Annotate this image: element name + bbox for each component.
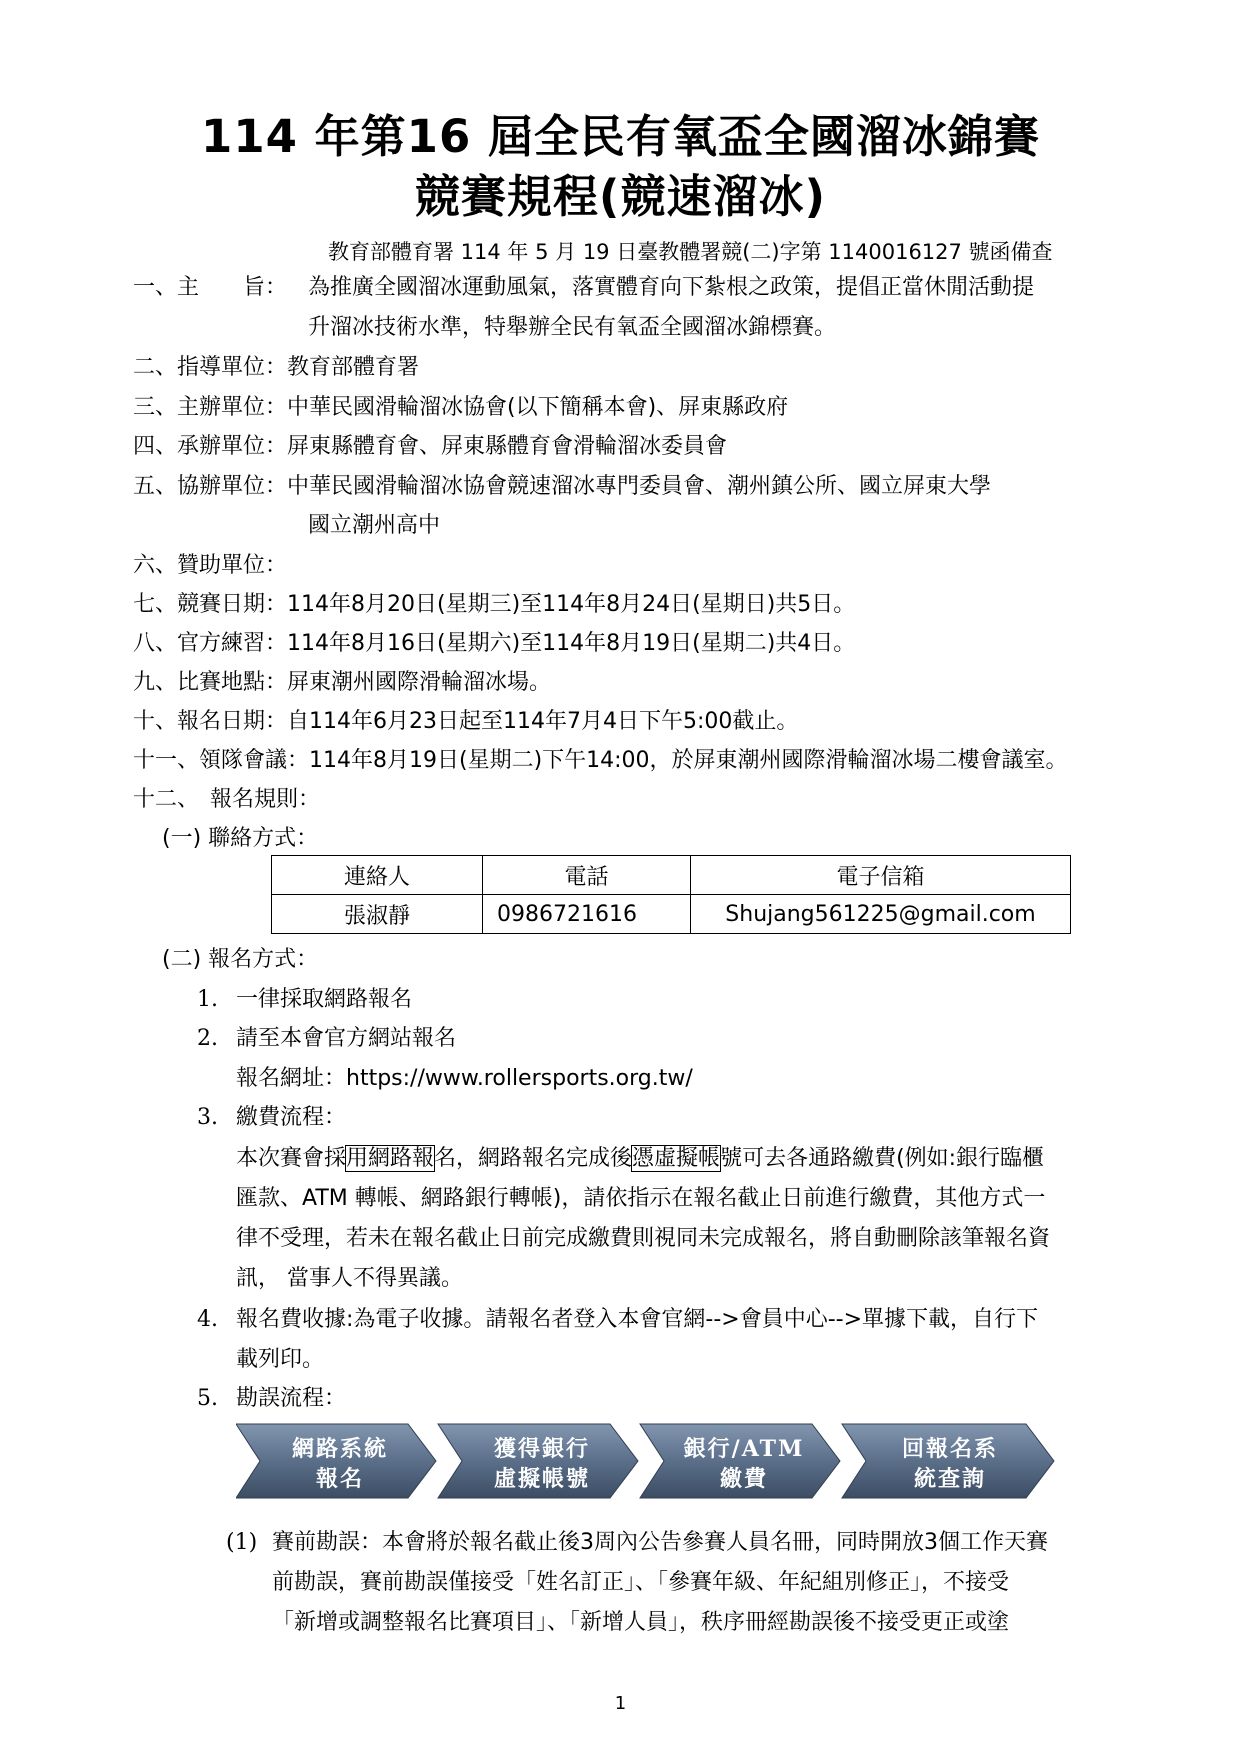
flow-step-3-line1: 銀行/ATM: [683, 1436, 805, 1462]
item-3-number: 3.: [197, 1105, 218, 1130]
contact-header-phone: 電話: [483, 856, 691, 895]
flow-step-4-line1: 回報名系: [901, 1436, 999, 1462]
contact-table-row: [272, 895, 1071, 934]
section-3: 三、主辦單位：中華民國滑輪溜冰協會(以下簡稱本會)、屏東縣政府: [133, 395, 789, 420]
payment-paragraph-line3: 律不受理，若未在報名截止日前完成繳費則視同未完成報名，將自動刪除該筆報名資: [236, 1226, 1051, 1251]
payment-paragraph-line4: 訊， 當事人不得異議。: [236, 1266, 463, 1291]
contact-email-cell: Shujang561225@gmail.com: [691, 895, 1071, 934]
section-2: 二、指導單位：教育部體育署: [133, 355, 420, 380]
section-10: 十、報名日期：自114年6月23日起至114年7月4日下午5:00截止。: [133, 709, 799, 734]
correction-number: (1): [226, 1530, 258, 1555]
document-title-line1: 114 年第16 屆全民有氧盃全國溜冰錦賽: [201, 110, 1040, 163]
contact-table-header-row: [272, 856, 1071, 895]
flow-step-1-line2: 報名: [315, 1466, 365, 1492]
payment-text-a: 本次賽會採: [236, 1146, 347, 1171]
section-1-label: 一、主 旨：: [133, 275, 288, 300]
item-5-text: 勘誤流程：: [236, 1386, 347, 1411]
section-1-text-line1: 為推廣全國溜冰運動風氣，落實體育向下紮根之政策，提倡正當休閒活動提: [308, 275, 1035, 300]
section-11: 十一、領隊會議：114年8月19日(星期二)下午14:00，於屏東潮州國際滑輪溜冰場二樓會議室。: [133, 748, 1068, 773]
section-5-line1: 五、協辦單位：中華民國滑輪溜冰協會競速溜冰專門委員會、潮州鎮公所、國立屏東大學: [133, 474, 992, 499]
correction-flow-diagram: [236, 1420, 1056, 1502]
item-2-number: 2.: [197, 1026, 218, 1051]
page-number: 1: [614, 1693, 627, 1714]
document-title-line2: 競賽規程(競速溜冰): [414, 170, 827, 223]
flow-step-3: [640, 1424, 840, 1498]
payment-boxed-text-2: 憑虛擬帳: [632, 1146, 721, 1171]
section-6: 六、贊助單位：: [133, 553, 288, 578]
item-4-line2: 載列印。: [236, 1347, 325, 1372]
correction-line3: 「新增或調整報名比賽項目」、「新增人員」，秩序冊經勘誤後不接受更正或塗: [272, 1610, 1010, 1635]
item-4-number: 4.: [197, 1307, 218, 1332]
contact-phone-cell: 0986721616: [483, 895, 691, 934]
payment-text-e: 號可去各通路繳費(例如:銀行臨櫃: [720, 1146, 1045, 1171]
item-4-line1: 報名費收據:為電子收據。請報名者登入本會官網-->會員中心-->單據下載，自行下: [236, 1307, 1039, 1332]
flow-step-4-line2: 統查詢: [913, 1466, 987, 1492]
item-3-text: 繳費流程：: [236, 1105, 347, 1130]
contact-heading: (一) 聯絡方式：: [162, 826, 319, 851]
flow-step-2-line1: 獲得銀行: [493, 1436, 591, 1462]
flow-step-3-line2: 繳費: [719, 1466, 769, 1492]
section-1-text-line2: 升溜冰技術水準，特舉辦全民有氧盃全國溜冰錦標賽。: [308, 315, 837, 340]
item-5-number: 5.: [197, 1386, 218, 1411]
flow-step-1-line1: 網路系統: [291, 1436, 389, 1462]
payment-text-c: 名，網路報名完成後: [434, 1146, 633, 1171]
flow-step-4: [842, 1424, 1054, 1498]
correction-line1: 賽前勘誤：本會將於報名截止後3周內公告參賽人員名冊，同時開放3個工作天賽: [272, 1530, 1048, 1555]
flow-step-2-line2: 虛擬帳號: [493, 1466, 591, 1492]
contact-name-cell: 張淑靜: [272, 895, 483, 934]
contact-header-email: 電子信箱: [691, 856, 1071, 895]
payment-paragraph-line2: 匯款、ATM 轉帳、網路銀行轉帳)，請依指示在報名截止日前進行繳費，其他方式一: [236, 1186, 1046, 1211]
section-5-line2: 國立潮州高中: [308, 513, 441, 538]
payment-paragraph-line1: [236, 1144, 1044, 1174]
registration-url: 報名網址：https://www.rollersports.org.tw/: [236, 1066, 693, 1091]
correction-line2: 前勘誤，賽前勘誤僅接受「姓名訂正」、「參賽年級、年紀組別修正」，不接受: [272, 1570, 1010, 1595]
item-1-number: 1.: [197, 987, 218, 1012]
section-4: 四、承辦單位：屏東縣體育會、屏東縣體育會滑輪溜冰委員會: [133, 434, 728, 459]
payment-boxed-text-1: 用網路報: [346, 1146, 435, 1171]
flow-step-1: [236, 1424, 436, 1498]
contact-table: [271, 855, 1071, 934]
section-8: 八、官方練習：114年8月16日(星期六)至114年8月19日(星期二)共4日。: [133, 631, 856, 656]
contact-header-name: 連絡人: [272, 856, 483, 895]
approval-reference: 教育部體育署 114 年 5 月 19 日臺教體署競(二)字第 1140016127 號函備查: [328, 240, 1053, 264]
section-7: 七、競賽日期：114年8月20日(星期三)至114年8月24日(星期日)共5日。: [133, 592, 856, 617]
item-1-text: 一律採取網路報名: [236, 987, 413, 1012]
section-9: 九、比賽地點：屏東潮州國際滑輪溜冰場。: [133, 670, 552, 695]
flow-step-2: [438, 1424, 638, 1498]
item-2-text: 請至本會官方網站報名: [236, 1026, 457, 1051]
section-12: 十二、 報名規則：: [133, 787, 321, 812]
registration-heading: (二) 報名方式：: [162, 947, 319, 972]
